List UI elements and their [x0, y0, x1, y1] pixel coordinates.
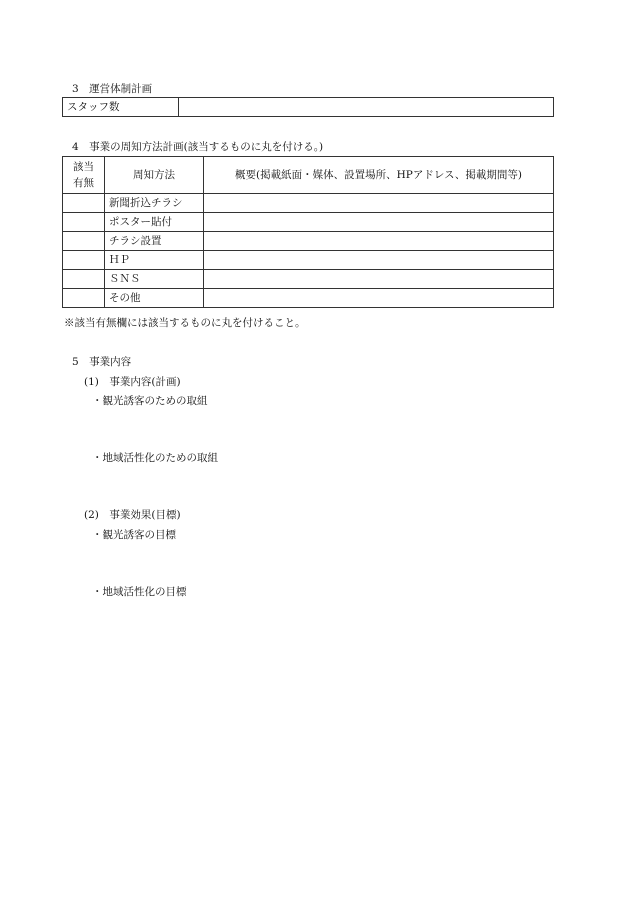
col-applicable-header — [63, 157, 105, 194]
summary-cell[interactable] — [204, 213, 554, 232]
col-summary-header: 概要(掲載紙面・媒体、設置場所、HPアドレス、掲載期間等) — [204, 157, 554, 194]
col-applicable-line1: 該当 — [73, 161, 94, 173]
staff-value-field[interactable] — [179, 98, 554, 117]
method-cell: その他 — [105, 289, 204, 308]
summary-cell[interactable] — [204, 232, 554, 251]
applicable-cell[interactable] — [63, 194, 105, 213]
table-row — [63, 289, 554, 308]
summary-cell[interactable] — [204, 270, 554, 289]
summary-cell[interactable] — [204, 289, 554, 308]
table-row — [63, 251, 554, 270]
col-applicable-line2: 有無 — [73, 177, 94, 189]
method-cell: ポスター貼付 — [105, 213, 204, 232]
sub1-item-tourism: ・観光誘客のための取組 — [92, 395, 208, 407]
table-row — [63, 194, 554, 213]
sub1-item-revitalization: ・地域活性化のための取組 — [92, 452, 218, 464]
sub1-heading: (1) 事業内容(計画) — [84, 376, 181, 388]
sub2-item-tourism-goal: ・観光誘客の目標 — [92, 529, 176, 541]
method-cell: ＳＮＳ — [105, 270, 204, 289]
method-cell: チラシ設置 — [105, 232, 204, 251]
table-row — [63, 232, 554, 251]
method-cell: ＨＰ — [105, 251, 204, 270]
section4-heading: 4 事業の周知方法計画(該当するものに丸を付ける。) — [72, 141, 324, 153]
col-method-header: 周知方法 — [105, 157, 204, 194]
section5-heading: 5 事業内容 — [72, 356, 132, 368]
table-row — [63, 98, 554, 117]
section3-heading: 3 運営体制計画 — [72, 83, 153, 95]
publicity-table — [62, 156, 554, 308]
method-cell: 新聞折込チラシ — [105, 194, 204, 213]
table-row — [63, 213, 554, 232]
applicable-cell[interactable] — [63, 213, 105, 232]
table-header-row — [63, 157, 554, 194]
applicable-cell[interactable] — [63, 232, 105, 251]
sub2-heading: (2) 事業効果(目標) — [84, 509, 181, 521]
sub2-item-revitalization-goal: ・地域活性化の目標 — [92, 586, 187, 598]
table-row — [63, 270, 554, 289]
applicable-cell[interactable] — [63, 289, 105, 308]
summary-cell[interactable] — [204, 194, 554, 213]
applicable-cell[interactable] — [63, 270, 105, 289]
applicable-cell[interactable] — [63, 251, 105, 270]
applicable-note: ※該当有無欄には該当するものに丸を付けること。 — [64, 317, 306, 329]
staff-table — [62, 97, 554, 117]
summary-cell[interactable] — [204, 251, 554, 270]
staff-label: スタッフ数 — [63, 98, 179, 117]
